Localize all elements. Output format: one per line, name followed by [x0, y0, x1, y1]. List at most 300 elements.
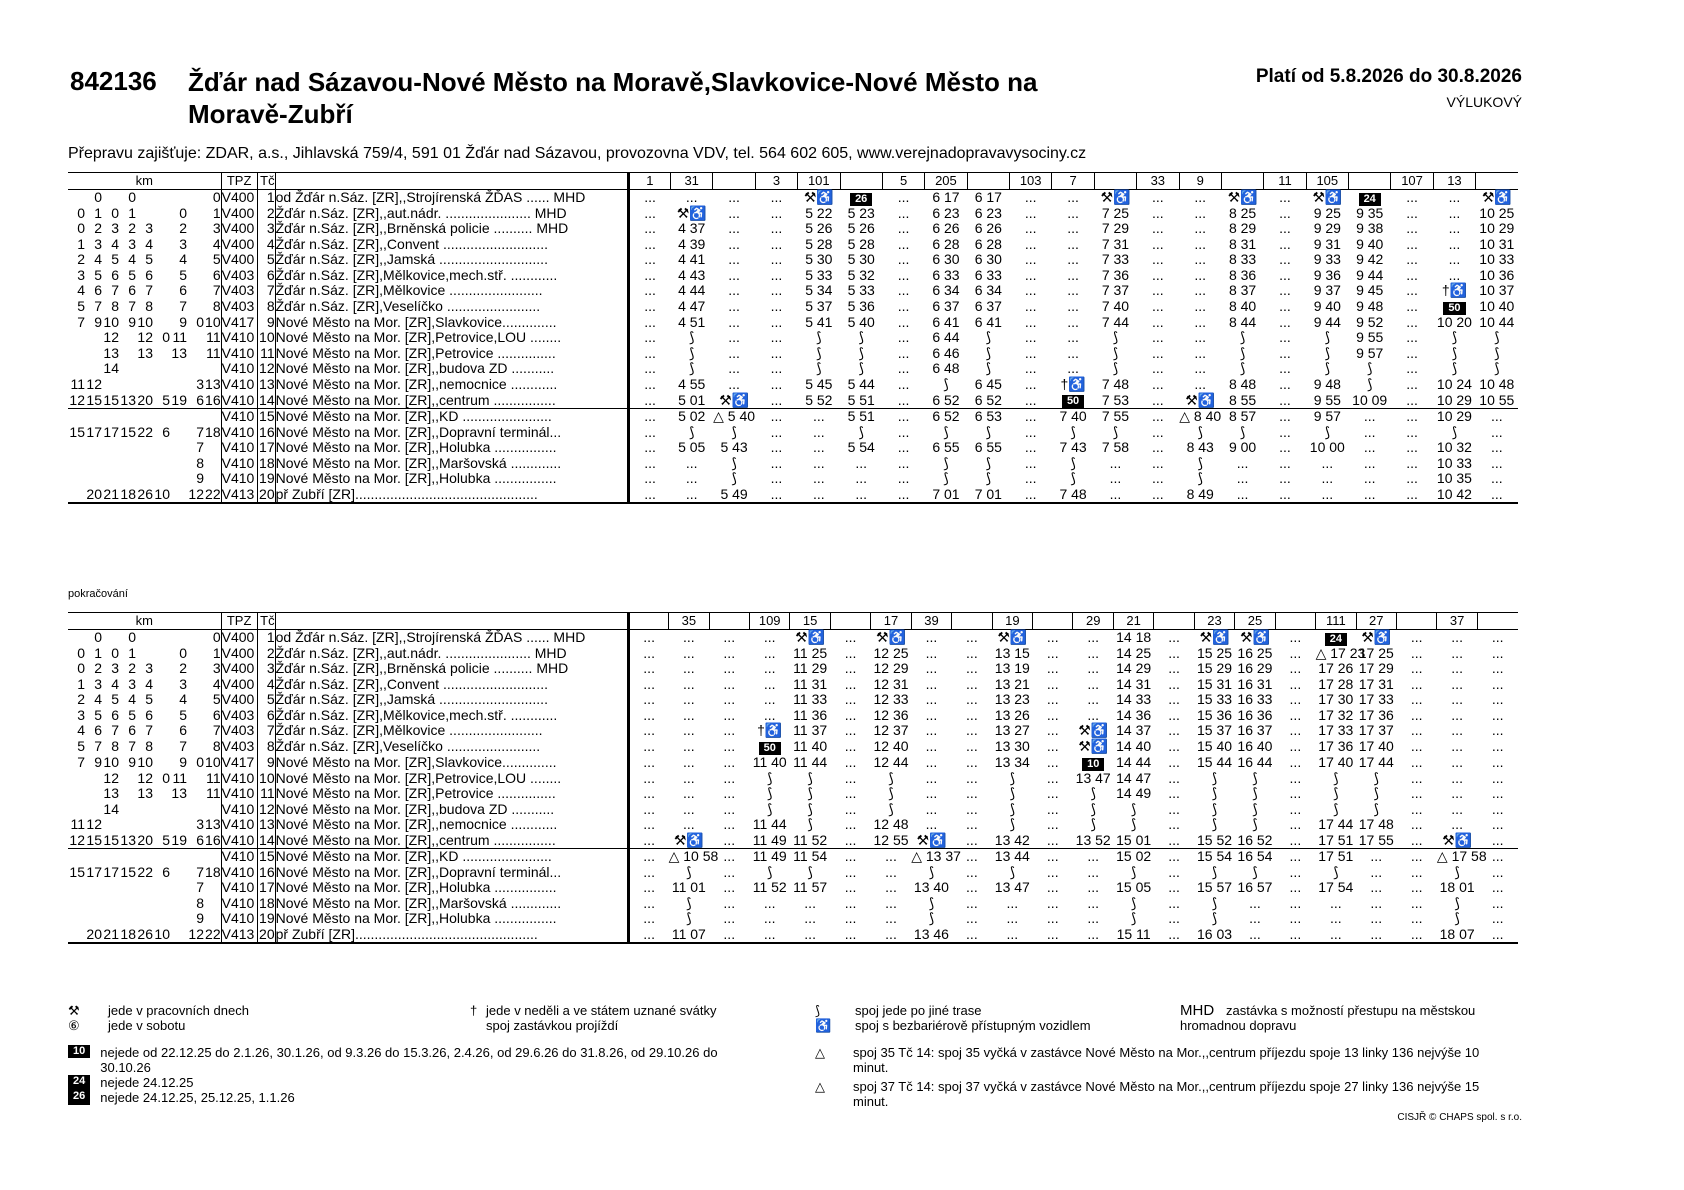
km-value	[170, 911, 187, 927]
departure-time: ...	[1010, 409, 1052, 425]
departure-time: ...	[1451, 722, 1463, 739]
departure-time: ...	[628, 849, 668, 865]
departure-time: 9 40	[1313, 298, 1341, 314]
departure-time: 5 41	[805, 313, 833, 330]
departure-time: ⚒♿	[1078, 738, 1109, 754]
departure-time: 6 17	[974, 189, 1002, 205]
departure-time: 14 25	[1116, 644, 1152, 661]
departure-time: ...	[966, 629, 978, 645]
km-value: 0	[179, 644, 187, 661]
departure-time: ...	[1289, 754, 1302, 770]
departure-time: ...	[1067, 298, 1079, 314]
legend-route	[815, 1003, 1091, 1033]
departure-time: ...	[1024, 454, 1037, 471]
departure-time: ...	[1168, 910, 1180, 927]
departure-time: ...	[844, 863, 857, 880]
departure-time: ...	[1279, 313, 1291, 330]
departure-time: ...	[628, 865, 668, 881]
km-value: 10	[205, 313, 221, 330]
departure-time: ...	[1448, 220, 1461, 237]
departure-time: ...	[628, 425, 670, 441]
departure-time: 6 37	[974, 298, 1002, 314]
departure-time: ...	[728, 251, 740, 268]
km-value	[204, 880, 221, 896]
departure-time: 5 22	[805, 204, 833, 221]
departure-time: ⚒♿	[997, 629, 1028, 645]
departure-time: ⟆	[688, 344, 695, 361]
departure-time: ...	[755, 487, 797, 504]
departure-time: ⟆	[1009, 800, 1016, 817]
departure-time: ⟆	[816, 329, 822, 346]
km-value: 10	[103, 754, 119, 770]
table-row	[68, 487, 1518, 504]
km-value	[187, 802, 204, 818]
departure-time: ...	[1151, 439, 1164, 456]
departure-time: ...	[723, 722, 736, 739]
trip-number	[1094, 173, 1136, 190]
km-value	[153, 456, 170, 472]
departure-time: 12 29	[873, 660, 909, 677]
departure-time: 8 29	[1228, 220, 1257, 237]
stop-name: Nové Město na Mor. [ZR],,Maršovská .............	[275, 894, 562, 911]
stop-name: Žďár n.Sáz. [ZR],Mělkovice,mech.stř. ............	[275, 706, 558, 723]
departure-time: 9 37	[1313, 282, 1341, 299]
departure-time: ...	[804, 910, 816, 927]
departure-time: ...	[763, 691, 776, 708]
departure-time	[1433, 299, 1475, 315]
departure-time: ...	[1168, 785, 1180, 802]
stop-index: 5	[257, 692, 275, 708]
departure-time: 8 43	[1186, 439, 1214, 456]
departure-time: ...	[790, 927, 830, 944]
departure-time: ...	[1046, 691, 1059, 708]
trip-number: 19	[992, 613, 1032, 630]
departure-time: 16 36	[1237, 706, 1273, 723]
departure-time: ⟆	[1373, 800, 1379, 817]
trip-number	[628, 613, 668, 630]
departure-time: ...	[1275, 927, 1315, 944]
km-value	[85, 896, 102, 912]
departure-time: ...	[728, 344, 740, 361]
departure-time: 10 29	[1433, 409, 1475, 425]
departure-time: 17 51	[1316, 849, 1356, 865]
departure-time: ...	[770, 235, 783, 252]
departure-time: ...	[628, 802, 668, 818]
departure-time: ...	[1024, 423, 1037, 440]
departure-time: ...	[1154, 927, 1194, 944]
trip-number: 15	[790, 613, 830, 630]
departure-time: 12 44	[873, 754, 909, 770]
departure-time: ...	[628, 440, 670, 456]
departure-time: 13 19	[994, 660, 1030, 677]
departure-time: 13 23	[994, 691, 1030, 708]
km-value: 15	[103, 831, 119, 848]
departure-time: ⟆	[807, 785, 813, 802]
tpz-zone: V400	[221, 252, 257, 268]
km-value: 1	[94, 204, 102, 221]
departure-time: 10 48	[1479, 375, 1515, 392]
departure-time: 8 40	[1228, 298, 1257, 314]
departure-time: ⟆	[807, 863, 813, 880]
departure-time: 7 48	[1101, 375, 1130, 392]
departure-time: ...	[628, 646, 668, 662]
departure-time: ...	[1024, 439, 1037, 456]
departure-time: 10 33	[1479, 251, 1515, 268]
departure-time: 18 07	[1437, 927, 1477, 944]
departure-time: ...	[682, 629, 695, 645]
departure-time: ...	[1289, 785, 1302, 802]
km-value: 10	[205, 754, 221, 770]
km-value: 13	[205, 816, 221, 833]
departure-time: ...	[855, 454, 868, 471]
departure-time: ...	[770, 391, 783, 408]
trip-number: 17	[871, 613, 911, 630]
departure-time: 11 31	[793, 675, 828, 692]
departure-time: ⟆	[1366, 375, 1373, 392]
departure-time: ...	[763, 910, 776, 927]
stop-index: 12	[259, 800, 275, 817]
departure-time: ⟆	[1324, 360, 1331, 377]
departure-time: 15 05	[1116, 879, 1152, 896]
departure-time: ⟆	[858, 360, 864, 377]
km-value: 22	[137, 863, 153, 880]
tpz-zone: V400	[221, 677, 257, 693]
departure-time: ...	[1073, 849, 1113, 865]
departure-time: ⟆	[731, 423, 737, 440]
legend-mhd	[1180, 1003, 1510, 1033]
departure-time: ...	[1279, 235, 1291, 252]
departure-time: 4 47	[678, 298, 706, 314]
departure-time: ...	[1396, 849, 1436, 865]
trip-number	[1275, 613, 1315, 630]
stop-header	[275, 173, 628, 190]
departure-time: ...	[1024, 313, 1037, 330]
departure-time: ...	[1349, 409, 1391, 425]
departure-time: ...	[897, 375, 910, 392]
departure-time: ...	[628, 471, 670, 487]
trip-number	[967, 173, 1009, 190]
departure-time: ...	[812, 439, 825, 456]
trip-number: 111	[1316, 613, 1356, 630]
departure-time: 5 43	[720, 439, 748, 456]
departure-time: ...	[1451, 660, 1463, 677]
km-value	[68, 361, 85, 377]
km-value	[170, 409, 187, 425]
stop-name: př Zubří [ZR]...............................................	[275, 927, 628, 944]
departure-time: ...	[925, 800, 938, 817]
departure-time: 9 00	[1228, 439, 1257, 456]
km-value	[68, 880, 85, 896]
departure-time: ⚒♿	[1312, 189, 1343, 205]
departure-time: ...	[1289, 644, 1302, 661]
departure-time: ...	[1168, 754, 1180, 770]
departure-time: 15 37	[1196, 722, 1233, 739]
km-value: 6	[162, 863, 170, 880]
departure-time: 6 44	[932, 329, 960, 346]
km-value: 13	[120, 831, 136, 848]
departure-time: ⟆	[816, 344, 822, 361]
km-value	[102, 629, 119, 646]
km-value: 10	[137, 313, 153, 330]
note-badge: 24	[1325, 633, 1347, 646]
departure-time: ...	[897, 220, 910, 237]
departure-time: 5 34	[805, 282, 833, 299]
km-value: 2	[179, 660, 187, 677]
departure-time: ...	[1168, 691, 1180, 708]
departure-time: ...	[966, 754, 978, 770]
departure-time: ...	[897, 189, 910, 205]
stop-index: 17	[259, 439, 275, 456]
tpz-zone: V413	[221, 487, 257, 504]
km-value	[153, 849, 170, 865]
departure-time: ...	[1046, 722, 1059, 739]
trip-number	[1221, 173, 1263, 190]
note-10: nejede od 22.12.25 do 2.1.26, 30.1.26, od 9.3.26 do 15.3.26, 2.4.26, od 29.6.26 do 31.8.26, od 29.10.26 do 30.10.26	[100, 1045, 718, 1075]
departure-time: ...	[1046, 863, 1059, 880]
km-value: 13	[205, 375, 221, 392]
departure-time: ...	[1010, 487, 1052, 504]
km-value: 17	[86, 863, 102, 880]
departure-time: 10 20	[1436, 313, 1472, 330]
departure-time: ...	[682, 722, 695, 739]
km-value: 5	[212, 691, 221, 708]
tpz-zone: V410	[221, 346, 257, 362]
departure-time: ...	[628, 692, 668, 708]
km-value: 7	[196, 439, 204, 456]
departure-time: ...	[871, 849, 911, 865]
departure-time: ...	[1151, 391, 1164, 408]
km-value: 2	[77, 691, 85, 708]
departure-time: ...	[628, 771, 668, 787]
departure-time: ⟆	[1130, 800, 1137, 817]
departure-time	[1052, 392, 1094, 409]
departure-time: ...	[855, 470, 868, 487]
departure-time: 7 58	[1101, 439, 1130, 456]
trip-number: 101	[798, 173, 840, 190]
departure-time: 14 49	[1116, 785, 1152, 802]
departure-time: ...	[1396, 927, 1436, 944]
km-value: 6	[145, 266, 153, 283]
km-value	[119, 346, 136, 362]
tpz-zone: V410	[221, 849, 257, 865]
km-value: 15	[86, 391, 102, 408]
departure-time: 6 55	[932, 439, 960, 456]
departure-time: 11 25	[793, 644, 828, 661]
km-value	[153, 409, 170, 425]
km-value: 0	[94, 189, 102, 205]
km-value: 7	[179, 738, 187, 754]
departure-time: ...	[1321, 454, 1334, 471]
km-value: 0	[77, 220, 85, 237]
departure-time: ...	[1491, 910, 1504, 927]
departure-time: ...	[1477, 927, 1518, 944]
departure-time: ⟆	[807, 816, 813, 833]
departure-time: 15 54	[1194, 849, 1234, 865]
departure-time: ⟆	[1252, 863, 1258, 880]
departure-time: ⟆	[1373, 785, 1379, 802]
stop-name: Nové Město na Mor. [ZR],Petrovice ...............	[275, 344, 556, 361]
departure-time: ...	[925, 706, 938, 723]
departure-time: ⟆	[1211, 785, 1218, 802]
departure-time: ⟆	[688, 360, 695, 377]
departure-time: 10 55	[1479, 391, 1515, 408]
departure-time: ⟆	[807, 769, 813, 786]
km-value	[170, 487, 187, 504]
departure-time: ⟆	[888, 785, 894, 802]
km-value	[136, 206, 153, 222]
departure-time: ⟆	[1211, 800, 1218, 817]
departure-time: ⟆	[766, 769, 773, 786]
departure-time: △ 5 40	[713, 408, 756, 425]
trip-number	[1477, 613, 1518, 630]
stop-index: 9	[257, 315, 275, 331]
km-value: 6	[162, 423, 170, 440]
stop-index: 12	[259, 360, 275, 377]
departure-time: ⟆	[1197, 454, 1203, 471]
km-value: 7	[212, 722, 221, 739]
km-value	[187, 629, 204, 646]
departure-time: ...	[763, 675, 776, 692]
departure-time: 9 44	[1313, 313, 1341, 330]
km-value	[102, 377, 119, 393]
table-row	[68, 739, 1518, 755]
validity-dates: Platí od 5.8.2026 do 30.8.2026	[1255, 66, 1522, 87]
km-value	[68, 409, 85, 425]
departure-time: 15 02	[1113, 849, 1153, 865]
trip-number	[1349, 173, 1391, 190]
km-value: 0	[212, 189, 221, 205]
tpz-zone: V410	[221, 802, 257, 818]
departure-time: ...	[770, 423, 783, 440]
departure-time: ...	[770, 189, 783, 205]
departure-time: ...	[871, 927, 911, 944]
departure-time: ...	[1279, 454, 1291, 471]
departure-time: ...	[1046, 816, 1059, 833]
departure-time: 11 40	[752, 754, 787, 770]
table-row	[68, 409, 1518, 425]
departure-time: ⟆	[1211, 816, 1218, 833]
departure-time: 10 42	[1433, 487, 1475, 504]
km-value	[85, 911, 102, 927]
departure-time: ...	[925, 660, 938, 677]
km-value	[170, 880, 187, 896]
departure-time: 4 41	[678, 251, 706, 268]
departure-time: ...	[1046, 769, 1059, 786]
note-badge: 10	[1082, 758, 1104, 771]
departure-time: 13 47	[1075, 769, 1111, 786]
table-row	[68, 880, 1518, 896]
tc-header: Tč	[257, 613, 275, 630]
departure-time: ⟆	[928, 863, 935, 880]
departure-time: ...	[1249, 910, 1261, 927]
km-value	[204, 456, 221, 472]
km-value	[153, 283, 170, 299]
departure-time: ...	[628, 817, 668, 833]
departure-time: ...	[1073, 927, 1113, 944]
departure-time: ⟆	[766, 785, 773, 802]
departure-time: ...	[1410, 691, 1423, 708]
departure-time: ...	[966, 910, 978, 927]
departure-time: 8 55	[1228, 391, 1257, 408]
departure-time: ⟆	[943, 423, 949, 440]
departure-time: ...	[1289, 738, 1302, 754]
table-row	[68, 802, 1518, 818]
km-value	[85, 771, 102, 787]
departure-time: ...	[1194, 360, 1207, 377]
departure-time: ...	[1451, 785, 1463, 802]
departure-time: ...	[897, 360, 910, 377]
departure-time: ...	[1490, 470, 1503, 487]
km-value	[204, 471, 221, 487]
departure-time: ...	[1406, 266, 1418, 283]
departure-time: 4 55	[678, 375, 706, 392]
km-value: 22	[205, 925, 221, 942]
km-value: 4	[179, 691, 187, 708]
km-value	[68, 911, 85, 927]
departure-time: ...	[966, 738, 978, 754]
departure-time: 11 36	[793, 706, 828, 723]
departure-time: ...	[1168, 738, 1180, 754]
departure-time: 10 31	[1479, 235, 1515, 252]
legend-skip: spoj zastávkou projíždí	[486, 1018, 619, 1033]
km-value: 9	[196, 470, 204, 487]
km-value: 10	[137, 754, 153, 770]
tpz-zone: V403	[221, 723, 257, 739]
km-value	[204, 911, 221, 927]
departure-time: 10 37	[1479, 282, 1515, 299]
departure-time: ...	[1006, 910, 1019, 927]
departure-time: ...	[1087, 894, 1100, 911]
departure-time: 9 48	[1313, 375, 1341, 392]
departure-time: ⟆	[1130, 863, 1137, 880]
km-value: 16	[205, 391, 221, 408]
departure-time: 5 30	[805, 251, 833, 268]
departure-time: 6 33	[974, 266, 1002, 283]
departure-time: ⚒♿	[1442, 831, 1473, 848]
km-value	[187, 189, 204, 206]
departure-time: 8 49	[1179, 487, 1221, 504]
tpz-zone: V410	[221, 392, 257, 409]
departure-time: ...	[1151, 470, 1164, 487]
departure-time: 9 57	[1356, 344, 1384, 361]
departure-time: ...	[628, 330, 670, 346]
departure-time: ...	[1490, 423, 1503, 440]
km-value	[153, 646, 170, 662]
departure-time: ...	[1289, 816, 1302, 833]
departure-time: 5 37	[805, 298, 833, 314]
km-value	[68, 440, 85, 456]
departure-time: ...	[1491, 754, 1504, 770]
departure-time: ...	[723, 644, 736, 661]
departure-time: ...	[1289, 831, 1302, 848]
tpz-zone: V410	[221, 771, 257, 787]
km-value: 15	[69, 423, 85, 440]
departure-time: 11 37	[793, 722, 828, 739]
table-row	[68, 221, 1518, 237]
trip-number: 109	[749, 613, 789, 630]
departure-time: ...	[966, 675, 978, 692]
km-value	[136, 189, 153, 206]
departure-time: 13 30	[994, 738, 1030, 754]
km-value	[119, 849, 136, 865]
departure-time: ...	[897, 344, 910, 361]
km-value	[170, 361, 187, 377]
km-value: 5	[162, 391, 170, 408]
km-value: 3	[145, 220, 153, 237]
departure-time: ...	[1451, 816, 1463, 833]
note-10-badge: 10	[68, 1045, 90, 1058]
km-value: 3	[179, 675, 187, 692]
